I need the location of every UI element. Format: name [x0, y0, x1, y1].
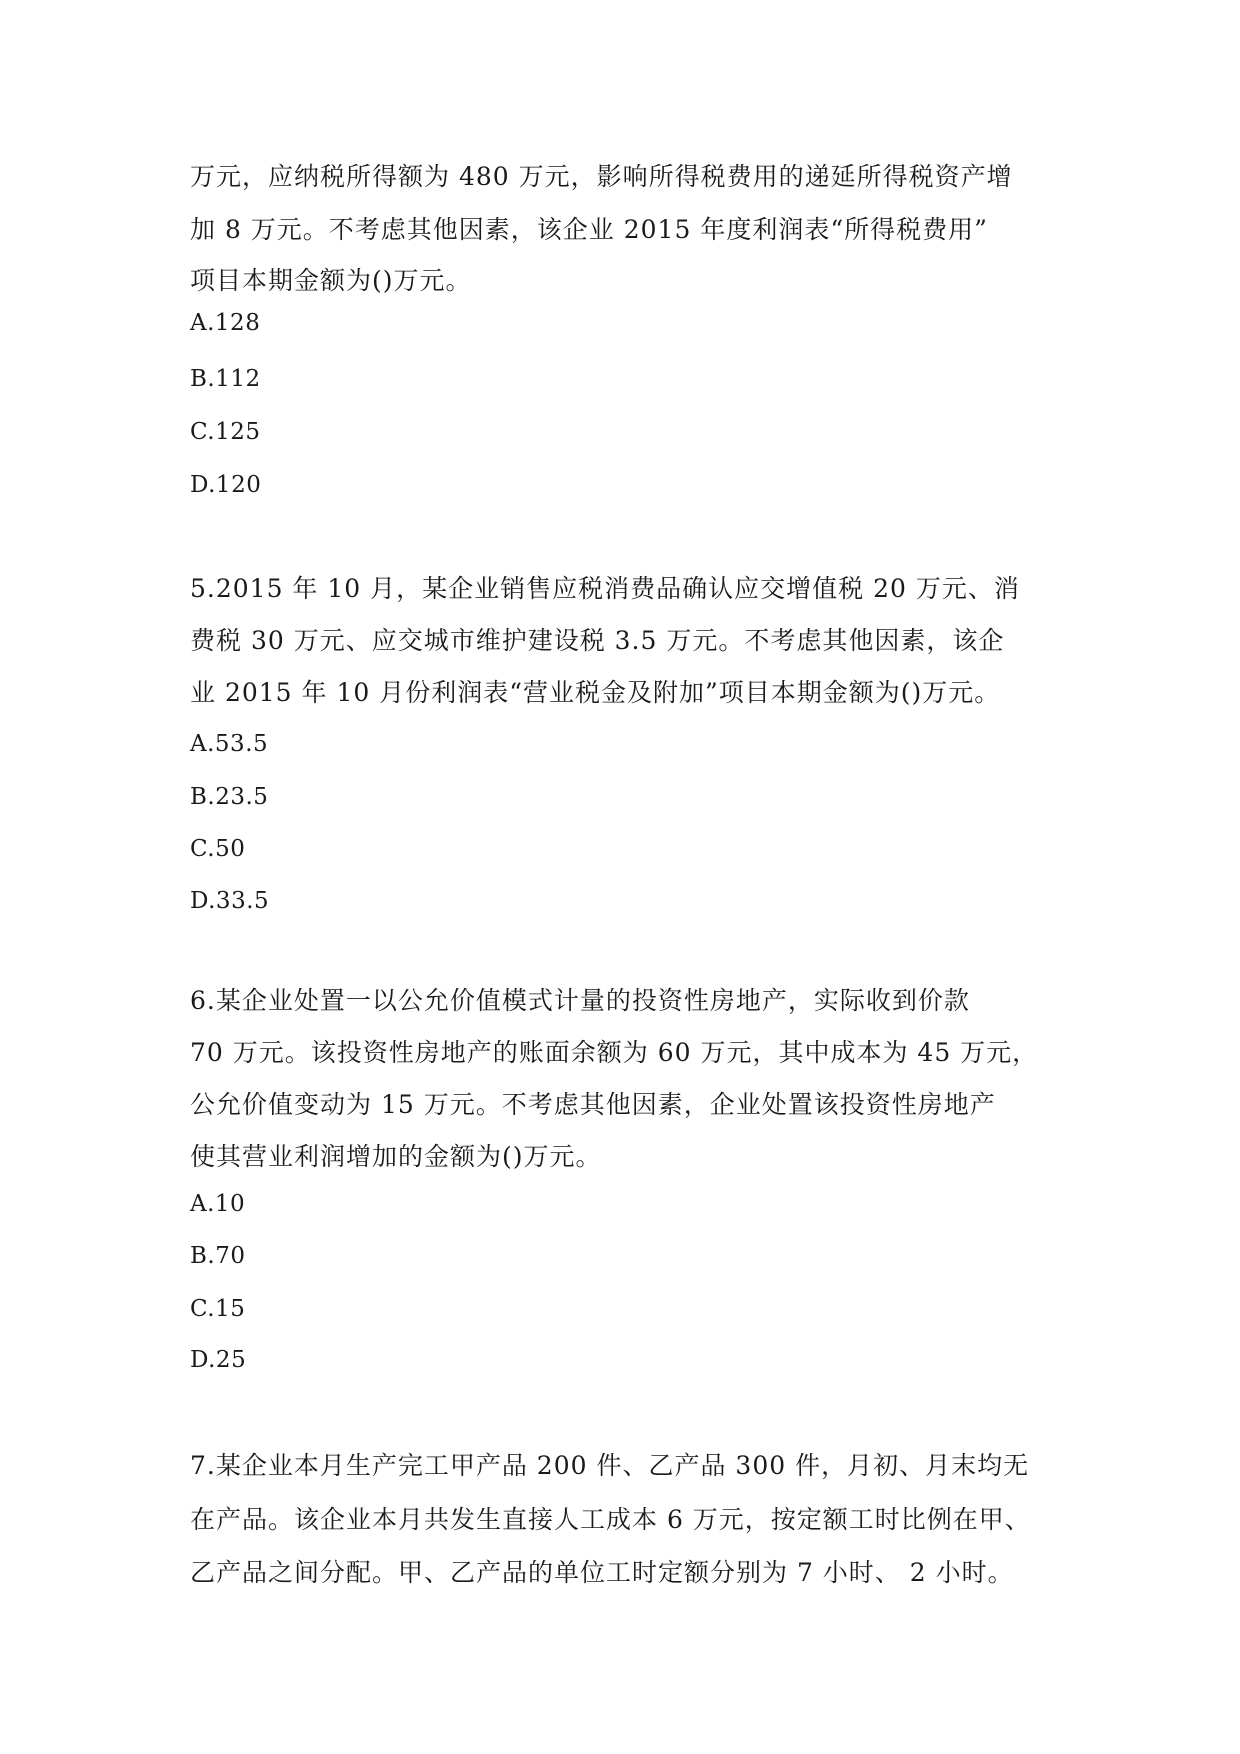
option-c: C.125	[190, 419, 261, 445]
option-b: B.23.5	[190, 784, 269, 810]
question-text-line: 万元，应纳税所得额为 480 万元，影响所得税费用的递延所得税资产增	[190, 162, 1013, 191]
option-a: A.10	[190, 1191, 246, 1217]
question-text-line: 使其营业利润增加的金额为()万元。	[190, 1142, 602, 1171]
option-a: A.128	[190, 310, 261, 336]
question-text-line: 乙产品之间分配。甲、乙产品的单位工时定额分别为 7 小时、 2 小时。	[190, 1558, 1014, 1587]
question-text-line: 业 2015 年 10 月份利润表“营业税金及附加”项目本期金额为()万元。	[190, 678, 1001, 707]
question-text-line: 加 8 万元。不考虑其他因素，该企业 2015 年度利润表“所得税费用”	[190, 215, 988, 244]
option-a: A.53.5	[190, 731, 269, 757]
question-text-line: 5.2015 年 10 月，某企业销售应税消费品确认应交增值税 20 万元、消	[190, 574, 1020, 603]
option-c: C.50	[190, 836, 246, 862]
question-text-line: 6.某企业处置一以公允价值模式计量的投资性房地产，实际收到价款	[190, 986, 970, 1015]
option-b: B.112	[190, 366, 261, 392]
question-text-line: 项目本期金额为()万元。	[190, 266, 472, 295]
option-d: D.25	[190, 1347, 247, 1373]
question-text-line: 在产品。该企业本月共发生直接人工成本 6 万元，按定额工时比例在甲、	[190, 1505, 1031, 1534]
question-text-line: 费税 30 万元、应交城市维护建设税 3.5 万元。不考虑其他因素，该企	[190, 626, 1005, 655]
option-d: D.120	[190, 472, 262, 498]
option-b: B.70	[190, 1243, 246, 1269]
question-text-line: 公允价值变动为 15 万元。不考虑其他因素，企业处置该投资性房地产	[190, 1090, 996, 1119]
option-c: C.15	[190, 1296, 246, 1322]
question-text-line: 70 万元。该投资性房地产的账面余额为 60 万元，其中成本为 45 万元，	[190, 1038, 1039, 1067]
question-text-line: 7.某企业本月生产完工甲产品 200 件、乙产品 300 件，月初、月末均无	[190, 1451, 1030, 1480]
option-d: D.33.5	[190, 888, 270, 914]
